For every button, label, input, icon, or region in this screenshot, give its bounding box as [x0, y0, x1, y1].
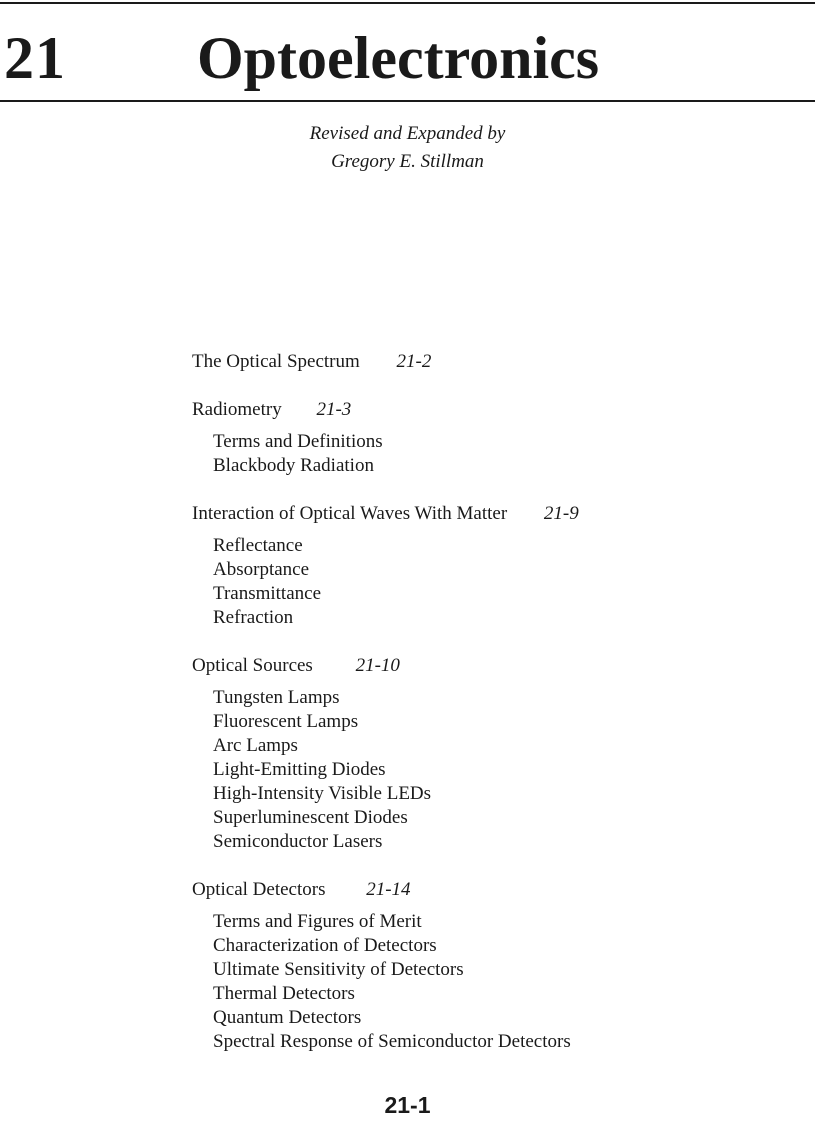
- toc-subitem: Fluorescent Lamps: [213, 711, 359, 732]
- toc-subitem: Spectral Response of Semiconductor Detectors: [213, 1031, 571, 1052]
- toc-subitem: Reflectance: [213, 535, 303, 556]
- toc-section-page: 21-14: [366, 879, 411, 900]
- toc-section-page: 21-3: [316, 399, 352, 420]
- toc-section-title: Radiometry: [192, 399, 282, 420]
- chapter-title: Optoelectronics: [197, 25, 600, 91]
- toc-section-page: 21-9: [543, 503, 579, 524]
- toc-subitem: Characterization of Detectors: [213, 935, 437, 956]
- toc-section: [192, 398, 792, 478]
- toc-subitem: Ultimate Sensitivity of Detectors: [213, 959, 464, 980]
- toc-section: [192, 350, 792, 374]
- toc-subitem-list: [213, 534, 792, 630]
- toc-section: [192, 502, 792, 630]
- toc-section-title: Optical Sources: [192, 655, 313, 676]
- toc-section-title: The Optical Spectrum: [192, 351, 360, 372]
- toc-subitem: Quantum Detectors: [213, 1007, 362, 1028]
- toc-subitem: Thermal Detectors: [213, 983, 355, 1004]
- toc-subitem: Tungsten Lamps: [213, 687, 340, 708]
- page-number: 21-1: [384, 1092, 431, 1118]
- toc-section: [192, 654, 792, 854]
- toc-section-page: 21-10: [355, 655, 400, 676]
- toc-subitem-list: [213, 910, 792, 1054]
- toc-subitem: Terms and Definitions: [213, 431, 383, 452]
- toc-subitem: Superluminescent Diodes: [213, 807, 408, 828]
- toc-subitem: High-Intensity Visible LEDs: [213, 783, 432, 804]
- toc-subitem-list: [213, 686, 792, 854]
- toc-subitem-list: [213, 430, 792, 478]
- byline-author: Gregory E. Stillman: [331, 151, 484, 172]
- title-underline-rule: [0, 100, 815, 102]
- toc-subitem: Absorptance: [213, 559, 310, 580]
- chapter-number: 21: [4, 25, 66, 91]
- table-of-contents: [192, 350, 792, 1078]
- toc-subitem: Blackbody Radiation: [213, 455, 374, 476]
- toc-section-page: 21-2: [396, 351, 432, 372]
- byline-revision-note: Revised and Expanded by: [309, 123, 506, 144]
- toc-section: [192, 878, 792, 1054]
- toc-section-title: Optical Detectors: [192, 879, 326, 900]
- top-rule: [0, 2, 815, 4]
- toc-subitem: Semiconductor Lasers: [213, 831, 383, 852]
- toc-subitem: Refraction: [213, 607, 294, 628]
- toc-subitem: Terms and Figures of Merit: [213, 911, 422, 932]
- toc-subitem: Light-Emitting Diodes: [213, 759, 386, 780]
- toc-subitem: Transmittance: [213, 583, 322, 604]
- toc-subitem: Arc Lamps: [213, 735, 298, 756]
- toc-section-title: Interaction of Optical Waves With Matter: [192, 503, 508, 524]
